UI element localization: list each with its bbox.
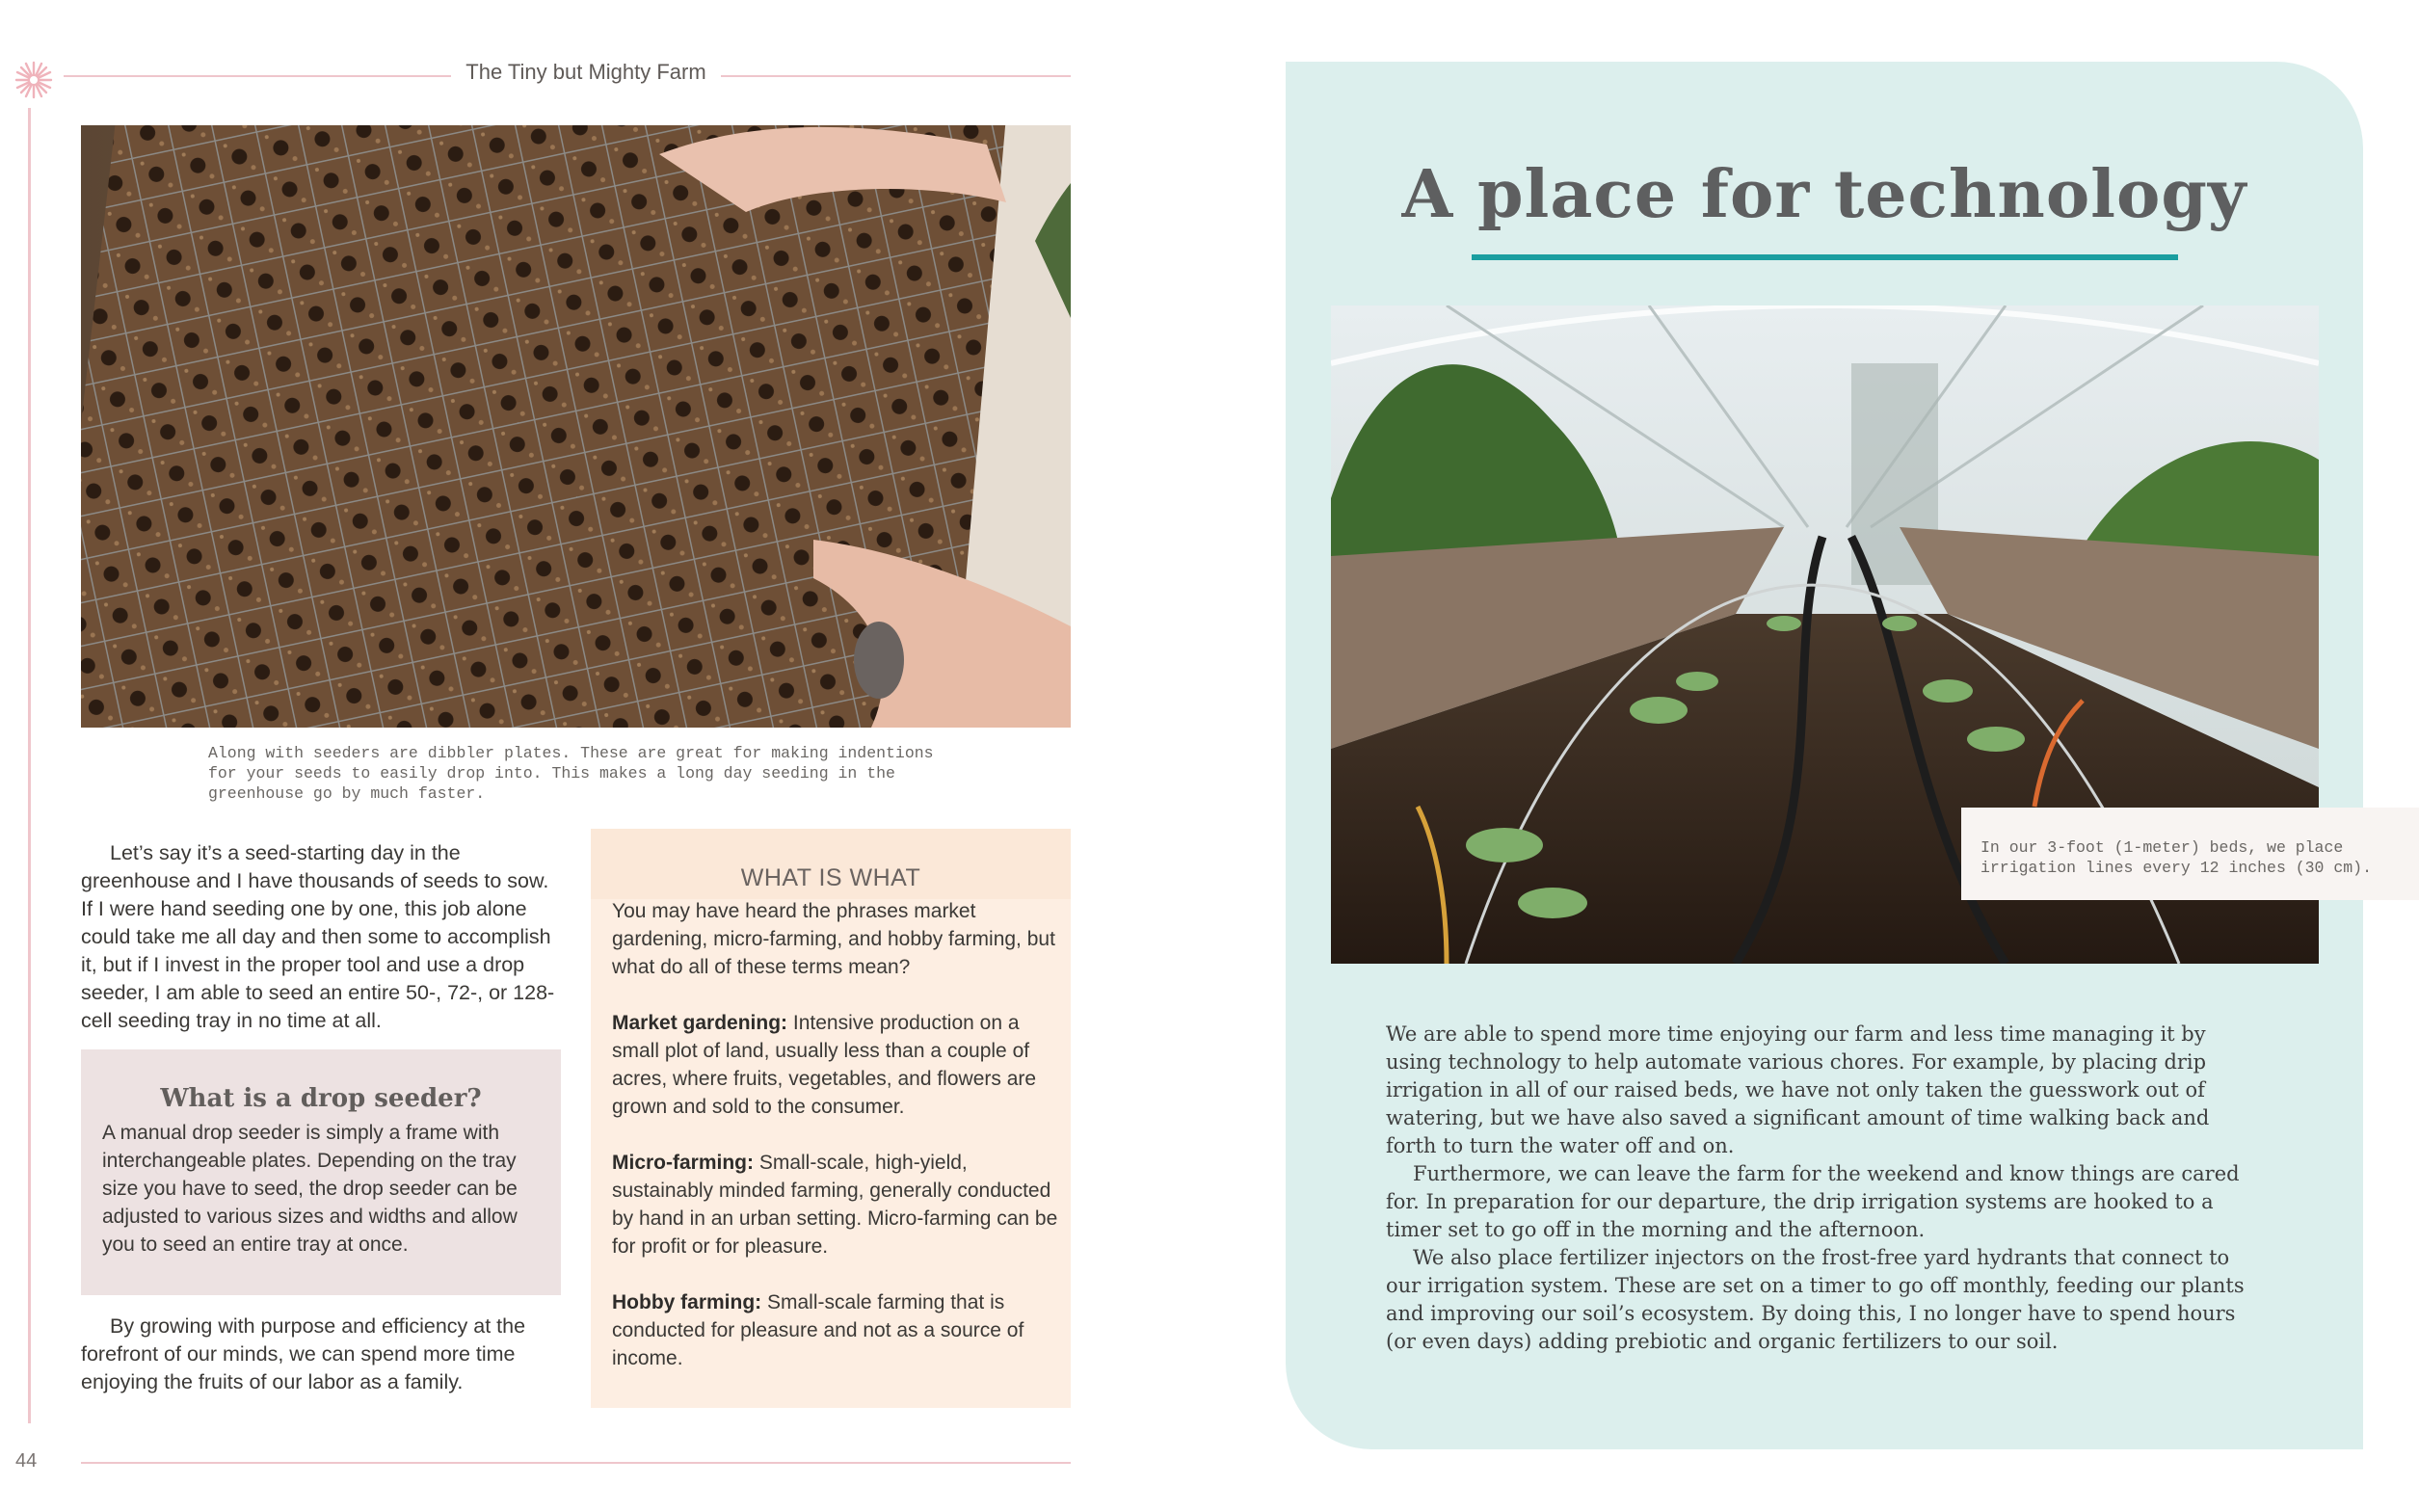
- drop-seeder-sidebar: [81, 1049, 561, 1295]
- intro-paragraph: [81, 839, 563, 1035]
- title-underline: [1472, 254, 2178, 260]
- page-number: 44: [15, 1450, 38, 1472]
- term-label: Micro-farming:: [612, 1152, 754, 1174]
- paragraph-text: Let’s say it’s a seed-starting day in the greenhouse and I have thousands of seeds to sow. If I were hand seeding one by one, this job alone could take me all day and then some to accomplish it, but if I invest in the proper tool and use a drop seeder, I am able to seed an entire 50-, 72-, or 128-cell seeding tray in no time at all.: [81, 841, 555, 1032]
- page-title: A place for technology: [1401, 156, 2247, 233]
- header-rule-right: [721, 75, 1071, 77]
- photo-callout: In our 3-foot (1-meter) beds, we place irrigation lines every 12 inches (30 cm).: [1961, 808, 2419, 900]
- closing-paragraph: [81, 1313, 563, 1396]
- sidebar-title: What is a drop seeder?: [160, 1084, 482, 1113]
- photo-caption: Along with seeders are dibbler plates. These are great for making indentions for your seeds to easily drop into. This makes a long day seeding in the greenhouse go by much faster.: [208, 744, 934, 803]
- term-definition: Small-scale, high-yield, sustainably minded farming, generally conducted by hand in an urban setting. Micro-farming can be for profit or for pleasure.: [612, 1152, 1058, 1258]
- header-rule-left: [64, 75, 451, 77]
- what-is-what-sidebar: [591, 829, 1071, 1408]
- term-entry: [612, 1288, 1063, 1372]
- term-label: Market gardening:: [612, 1012, 788, 1034]
- paragraph-text: We also place fertilizer injectors on the frost-free yard hydrants that connect to our irrigation system. These are set on a timer to go off monthly, feeding our plants and improving our soil’s ecosystem. By doing this, I no longer have to spend hours (or even days) adding prebiotic and organic fertilizers to our soil.: [1386, 1246, 2245, 1353]
- right-body-text: [1386, 1021, 2263, 1356]
- footer-rule: [81, 1462, 1071, 1464]
- sidebar-text: [612, 897, 1063, 1400]
- paragraph-text: We are able to spend more time enjoying our farm and less time managing it by using technology to help automate various chores. For example, by placing drip irrigation in all of our raised beds, we have not only taken the guesswork out of watering, but we have also saved a significant amount of time walking back and forth to turn the water off and on.: [1386, 1022, 2210, 1157]
- sidebar-intro: You may have heard the phrases market gardening, micro-farming, and hobby farming, but what do all of these terms mean?: [612, 900, 1055, 978]
- sidebar-title: WHAT IS WHAT: [740, 864, 921, 891]
- running-title: The Tiny but Mighty Farm: [465, 60, 706, 84]
- paragraph-text: By growing with purpose and efficiency at the forefront of our minds, we can spend more time enjoying the fruits of our labor as a family.: [81, 1314, 526, 1393]
- flower-icon: [13, 60, 54, 100]
- margin-rule: [28, 108, 31, 1423]
- paragraph-text: Furthermore, we can leave the farm for the weekend and know things are cared for. In preparation for our departure, the drip irrigation systems are hooked to a timer set to go off in the morning and the afternoon.: [1386, 1162, 2240, 1241]
- term-label: Hobby farming:: [612, 1291, 762, 1313]
- term-entry: [612, 1149, 1063, 1260]
- term-entry: [612, 1009, 1063, 1121]
- term-definition: Intensive production on a small plot of land, usually less than a couple of acres, where fruits, vegetables, and flowers are grown and sold to the consumer.: [612, 1012, 1037, 1118]
- sidebar-text: A manual drop seeder is simply a frame with interchangeable plates. Depending on the tray size you have to seed, the drop seeder can be adjusted to various sizes and widths and allow you to seed an entire tray at once.: [102, 1122, 518, 1256]
- seed-tray-photo: [81, 125, 1071, 728]
- term-definition: Small-scale farming that is conducted for pleasure and not as a source of income.: [612, 1291, 1024, 1369]
